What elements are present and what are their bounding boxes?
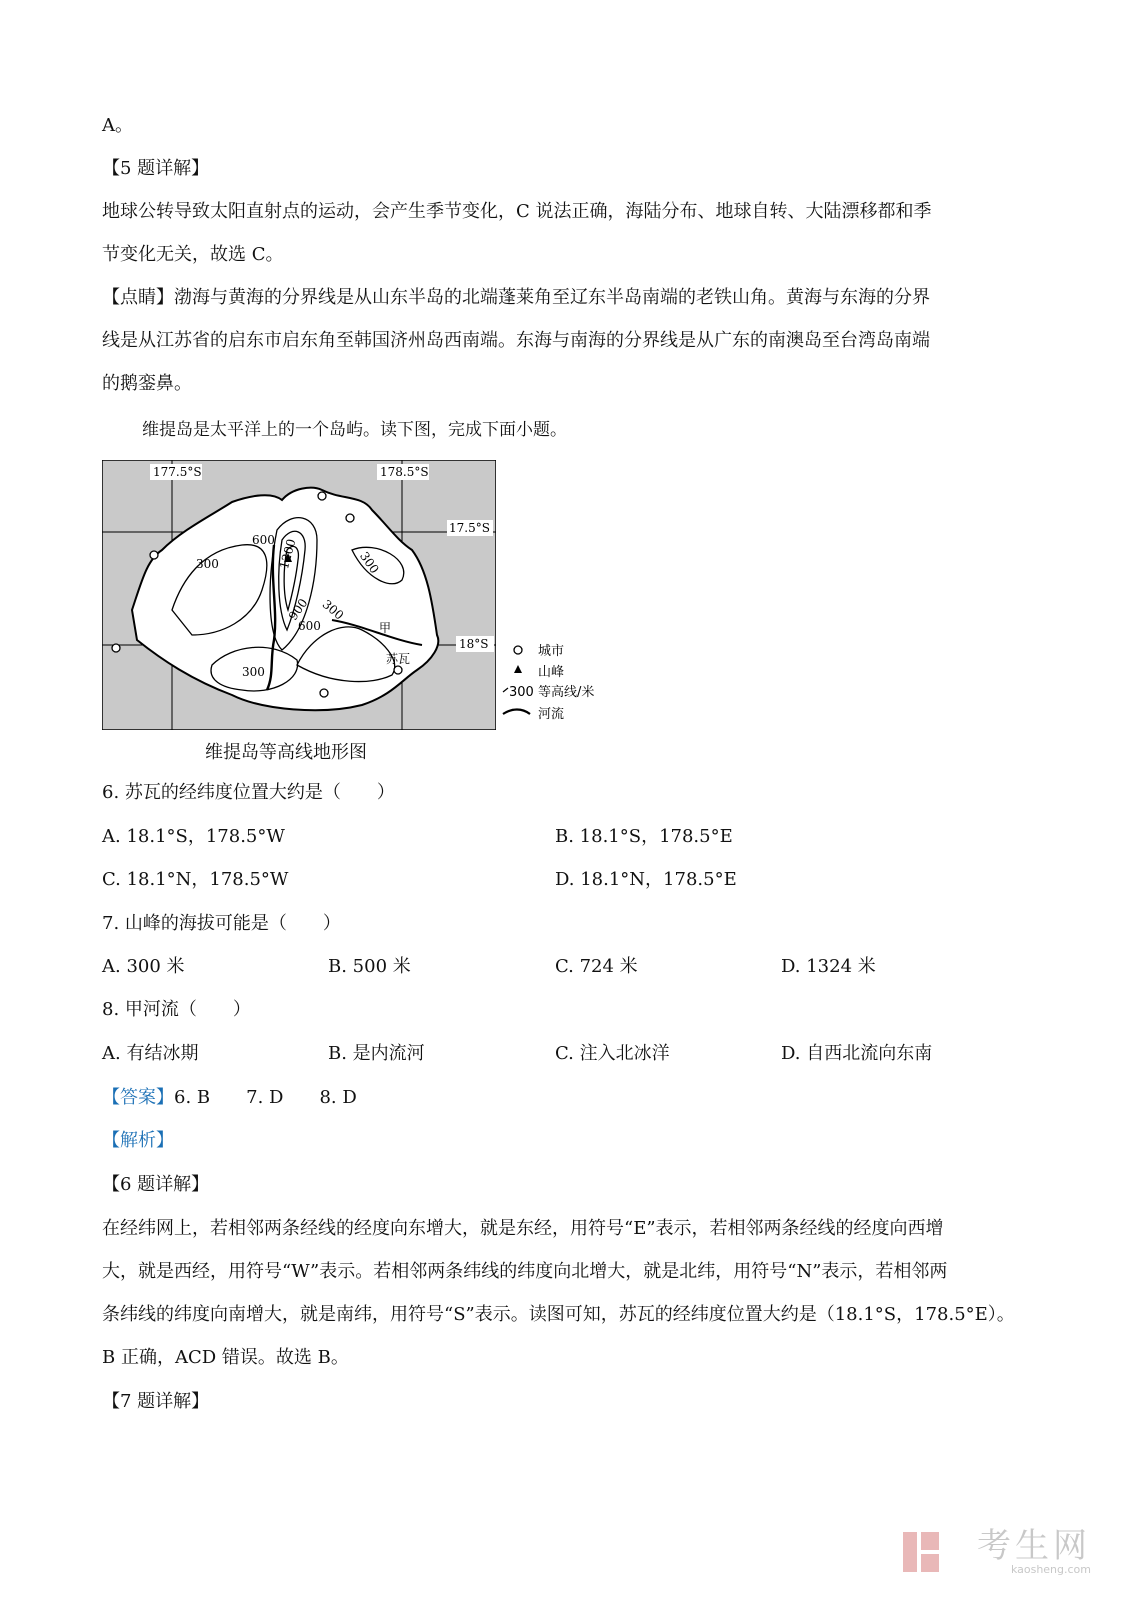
city-label: 苏瓦 [386, 652, 411, 666]
option: C. 注入北冰洋 [555, 1043, 670, 1064]
city-icon [112, 644, 120, 652]
option: C. 724 米 [555, 956, 638, 977]
contour-label: 900 [285, 596, 311, 623]
text-line: 条纬线的纬度向南增大，就是南纬，用符号“S”表示。读图可知，苏瓦的经纬度位置大约是（18.1°S，178.5°E）。 [102, 1304, 1015, 1325]
option: A. 300 米 [102, 956, 185, 977]
option: C. 18.1°N，178.5°W [102, 869, 289, 890]
answer-text: 6. B 7. D 8. D [174, 1087, 357, 1108]
contour-label: 600 [298, 619, 321, 633]
city-icon [514, 646, 522, 654]
legend-contour: 等高线/米 [538, 685, 595, 700]
question-stem: 6. 苏瓦的经纬度位置大约是（ ） [102, 782, 395, 803]
city-icon [150, 551, 158, 559]
river-icon [503, 710, 530, 715]
section-heading: 【6 题详解】 [102, 1174, 210, 1195]
answer-line [102, 1086, 357, 1110]
text-line: A。 [102, 115, 133, 136]
text-line: 线是从江苏省的启东市启东角至韩国济州岛西南端。东海与南海的分界线是从广东的南澳岛至台湾岛南端 [102, 330, 930, 351]
map-caption: 维提岛等高线地形图 [205, 742, 367, 763]
lon-label: 177.5°S [153, 465, 202, 479]
option: A. 有结冰期 [102, 1043, 199, 1064]
text-line: 的鹅銮鼻。 [102, 373, 192, 394]
city-icon [320, 689, 328, 697]
text-line: B 正确，ACD 错误。故选 B。 [102, 1347, 349, 1368]
legend-contour-value: 300 [509, 685, 534, 700]
watermark-logo-icon [901, 1530, 941, 1574]
contour-line-icon [503, 688, 508, 692]
contour-map [102, 460, 496, 730]
peak-icon [514, 665, 522, 673]
question-stem: 8. 甲河流（ ） [102, 999, 251, 1020]
city-icon [346, 514, 354, 522]
city-icon [394, 666, 402, 674]
option: B. 是内流河 [328, 1043, 425, 1064]
section-heading: 【7 题详解】 [102, 1391, 210, 1412]
watermark-url: kaosheng.com [1010, 1563, 1091, 1576]
text-line: 大，就是西经，用符号“W”表示。若相邻两条纬线的纬度向北增大，就是北纬，用符号“N”表示，若相邻两 [102, 1261, 948, 1282]
lat-label: 17.5°S [449, 521, 490, 535]
text-line: 在经纬网上，若相邻两条经线的经度向东增大，就是东经，用符号“E”表示，若相邻两条经线的经度向西增 [102, 1218, 944, 1239]
lat-label: 18°S [459, 637, 489, 651]
option: A. 18.1°S，178.5°W [102, 826, 285, 847]
watermark [977, 1518, 1091, 1576]
option: D. 自西北流向东南 [781, 1043, 933, 1064]
contour-label: 300 [357, 549, 382, 577]
legend-river: 河流 [538, 707, 565, 722]
option: B. 18.1°S，178.5°E [555, 826, 733, 847]
analysis-label: 【解析】 [102, 1130, 174, 1151]
question-intro: 维提岛是太平洋上的一个岛屿。读下图，完成下面小题。 [142, 420, 567, 440]
river-label: 甲 [379, 621, 392, 635]
text-line: 【点睛】渤海与黄海的分界线是从山东半岛的北端蓬莱角至辽东半岛南端的老铁山角。黄海与东海的分界 [102, 287, 930, 308]
contour-label: 300 [319, 597, 347, 623]
legend-city: 城市 [538, 644, 565, 659]
option: D. 1324 米 [781, 956, 876, 977]
question-stem: 7. 山峰的海拔可能是（ ） [102, 913, 341, 934]
text-line: 地球公转导致太阳直射点的运动，会产生季节变化，C 说法正确，海陆分布、地球自转、大陆漂移都和季 [102, 201, 932, 222]
contour-label: 600 [252, 533, 275, 547]
contour-label: 1200 [277, 537, 299, 571]
contour-label: 300 [196, 557, 219, 571]
text-line: 节变化无关，故选 C。 [102, 244, 284, 265]
city-icon [318, 492, 326, 500]
legend-peak: 山峰 [538, 665, 565, 680]
option: D. 18.1°N，178.5°E [555, 869, 737, 890]
watermark-text: 考生网 [977, 1526, 1091, 1566]
section-heading: 【5 题详解】 [102, 158, 210, 179]
answer-label: 【答案】 [102, 1087, 174, 1108]
lon-label: 178.5°S [380, 465, 429, 479]
option: B. 500 米 [328, 956, 411, 977]
contour-label: 300 [242, 665, 265, 679]
map-legend [500, 638, 630, 728]
